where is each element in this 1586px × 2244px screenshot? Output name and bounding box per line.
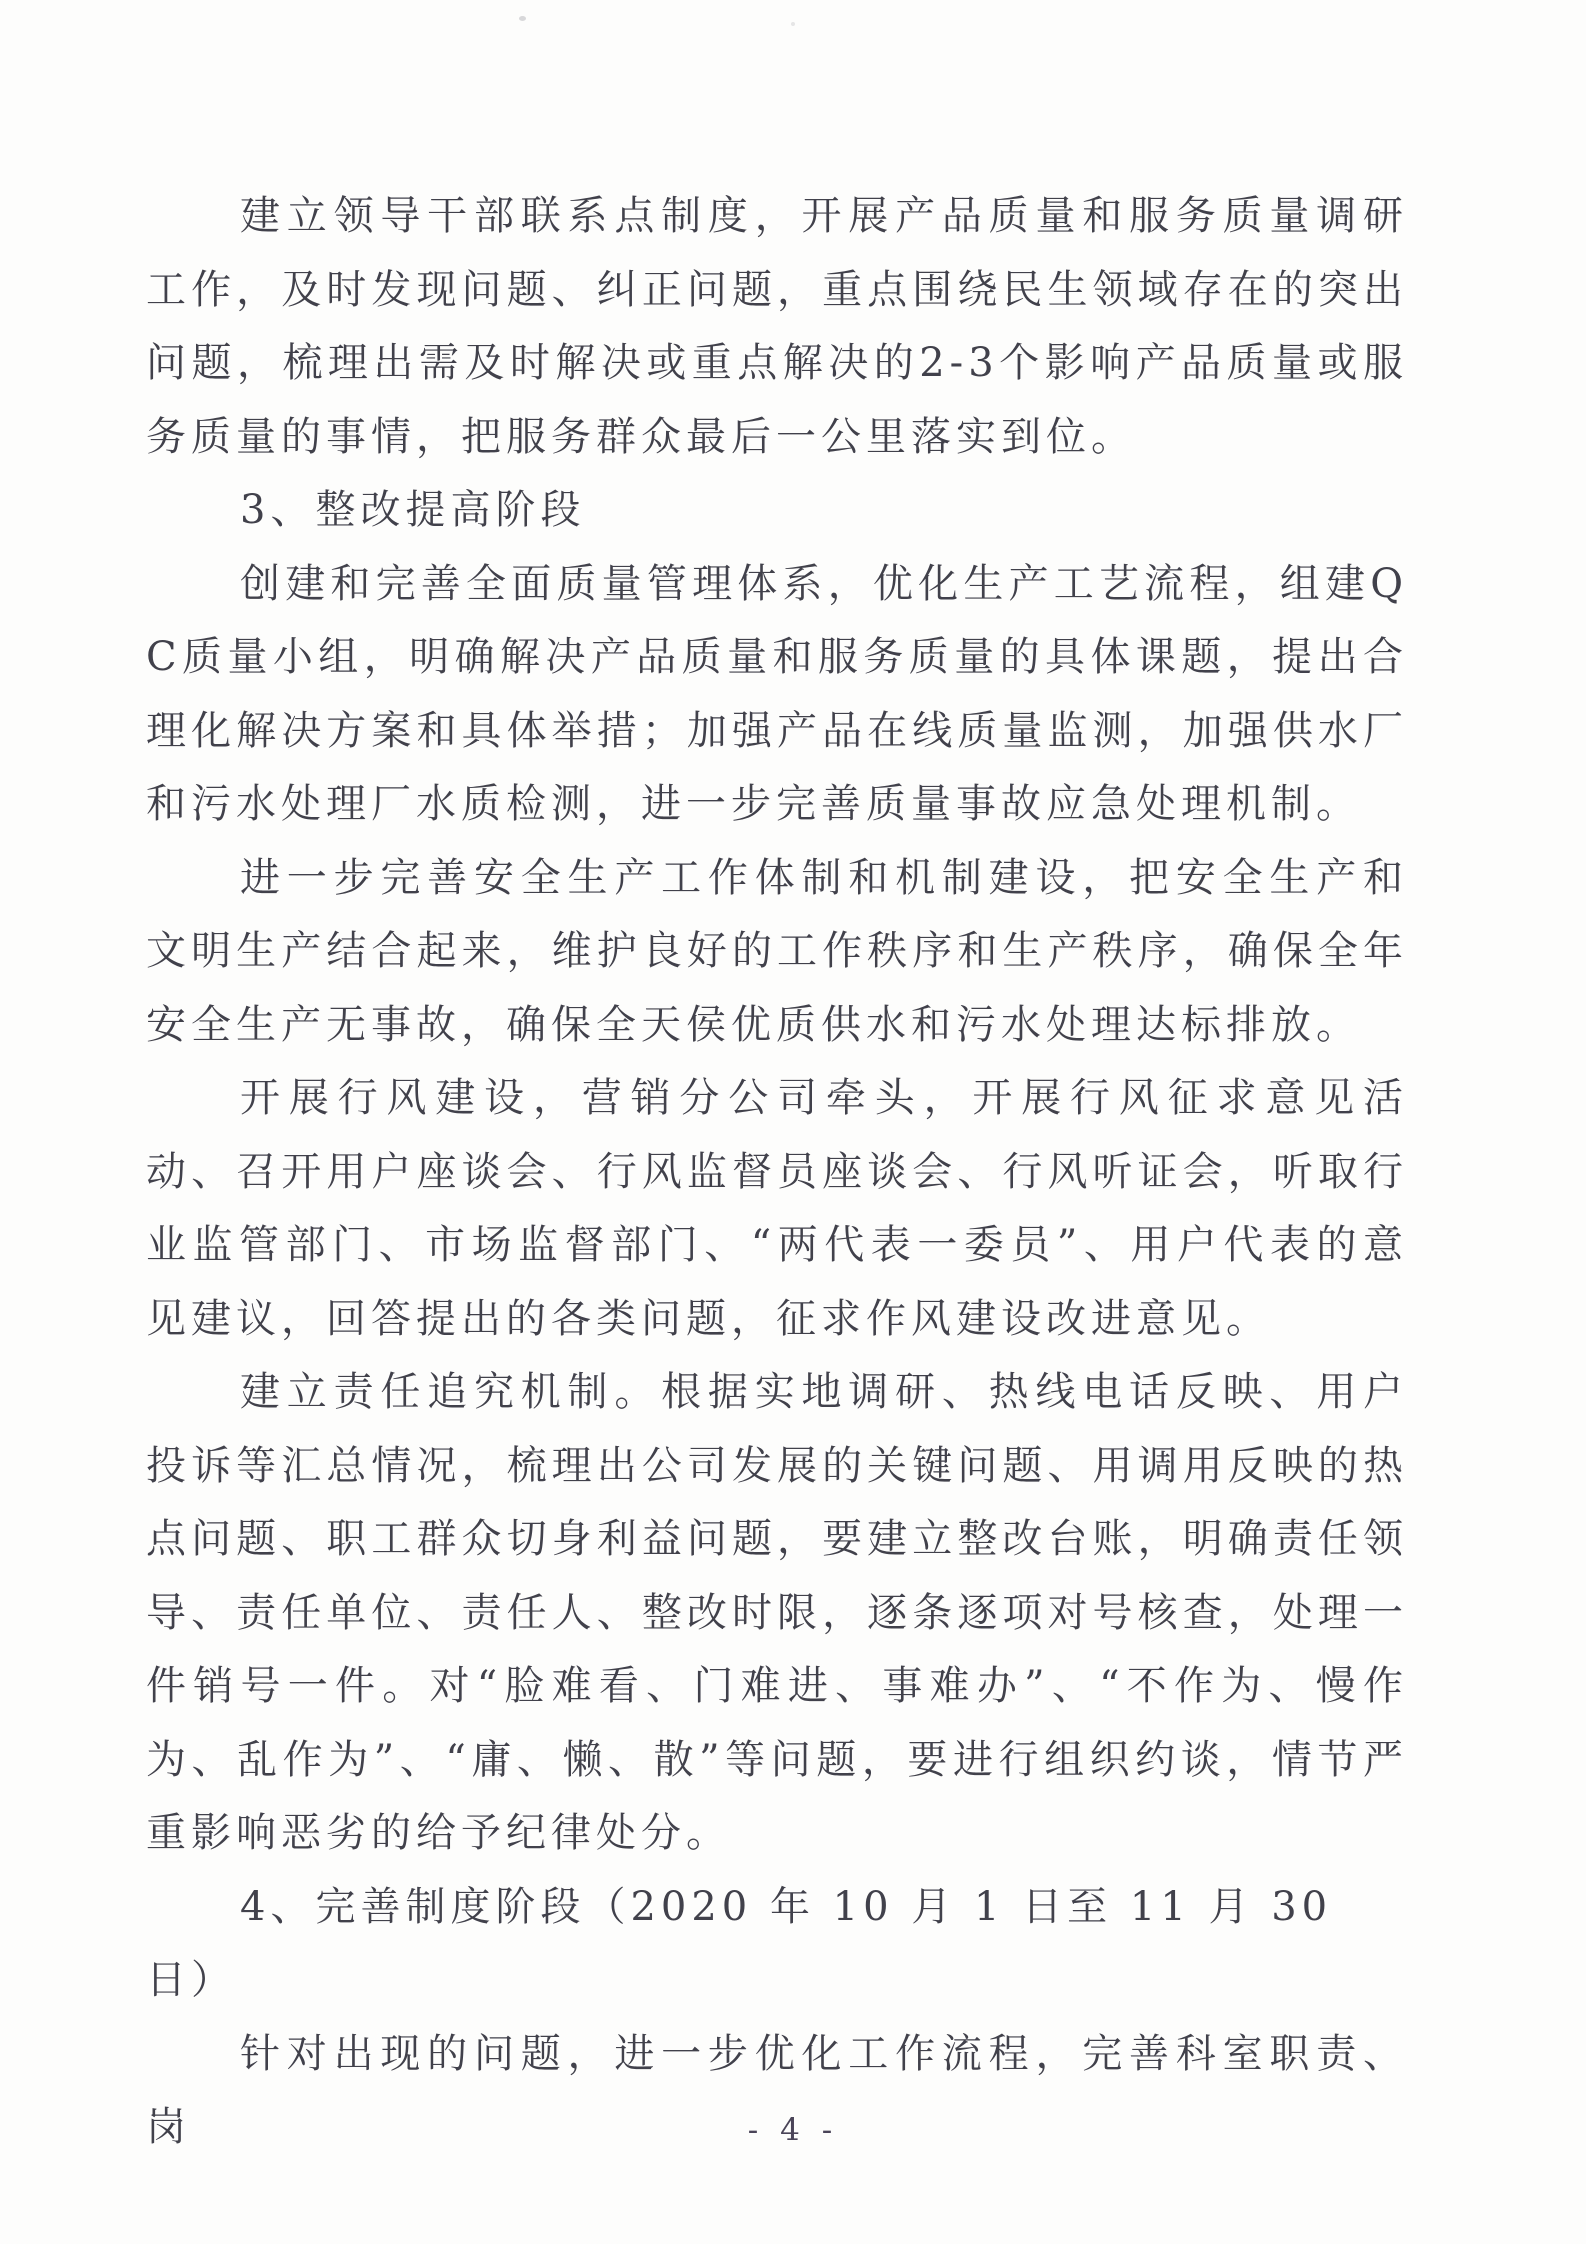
paragraph-industry-conduct: 开展行风建设，营销分公司牵头，开展行风征求意见活动、召开用户座谈会、行风监督员座谈会、行风听证会，听取行业监管部门、市场监督部门、“两代表一委员”、用户代表的意见建议，回答提出的各类问题，征求作风建设改进意见。	[146, 1075, 1408, 1342]
scan-speck	[519, 16, 526, 21]
page-number: - 4 -	[747, 2112, 839, 2148]
heading-stage-3: 3、整改提高阶段	[240, 487, 586, 533]
paragraph-leader-contact-system: 建立领导干部联系点制度，开展产品质量和服务质量调研工作，及时发现问题、纠正问题，重点围绕民生领域存在的突出问题，梳理出需及时解决或重点解决的2-3个影响产品质量或服务质量的事情，把服务群众最后一公里落实到位。	[146, 193, 1408, 460]
document-body	[146, 180, 1408, 2165]
paragraph-quality-management-system: 创建和完善全面质量管理体系，优化生产工艺流程，组建QC质量小组，明确解决产品质量和服务质量的具体课题，提出合理化解决方案和具体举措；加强产品在线质量监测，加强供水厂和污水处理厂水质检测，进一步完善质量事故应急处理机制。	[146, 560, 1408, 827]
heading-stage-4: 4、完善制度阶段（2020 年 10 月 1 日至 11 月 30 日）	[146, 1883, 1333, 2003]
paragraph-safety-production: 进一步完善安全生产工作体制和机制建设，把安全生产和文明生产结合起来，维护良好的工作秩序和生产秩序，确保全年安全生产无事故，确保全天侯优质供水和污水处理达标排放。	[146, 854, 1408, 1048]
scan-speck	[791, 22, 795, 26]
paragraph-accountability-mechanism: 建立责任追究机制。根据实地调研、热线电话反映、用户投诉等汇总情况，梳理出公司发展的关键问题、用调用反映的热点问题、职工群众切身利益问题，要建立整改台账，明确责任领导、责任单位、责任人、整改时限，逐条逐项对号核查，处理一件销号一件。对“脸难看、门难进、事难办”、“不作为、慢作为、乱作为”、“庸、懒、散”等问题，要进行组织约谈，情节严重影响恶劣的给予纪律处分。	[146, 1369, 1408, 1856]
paragraph-optimize-workflow: 针对出现的问题，进一步优化工作流程，完善科室职责、岗	[146, 2030, 1408, 2150]
